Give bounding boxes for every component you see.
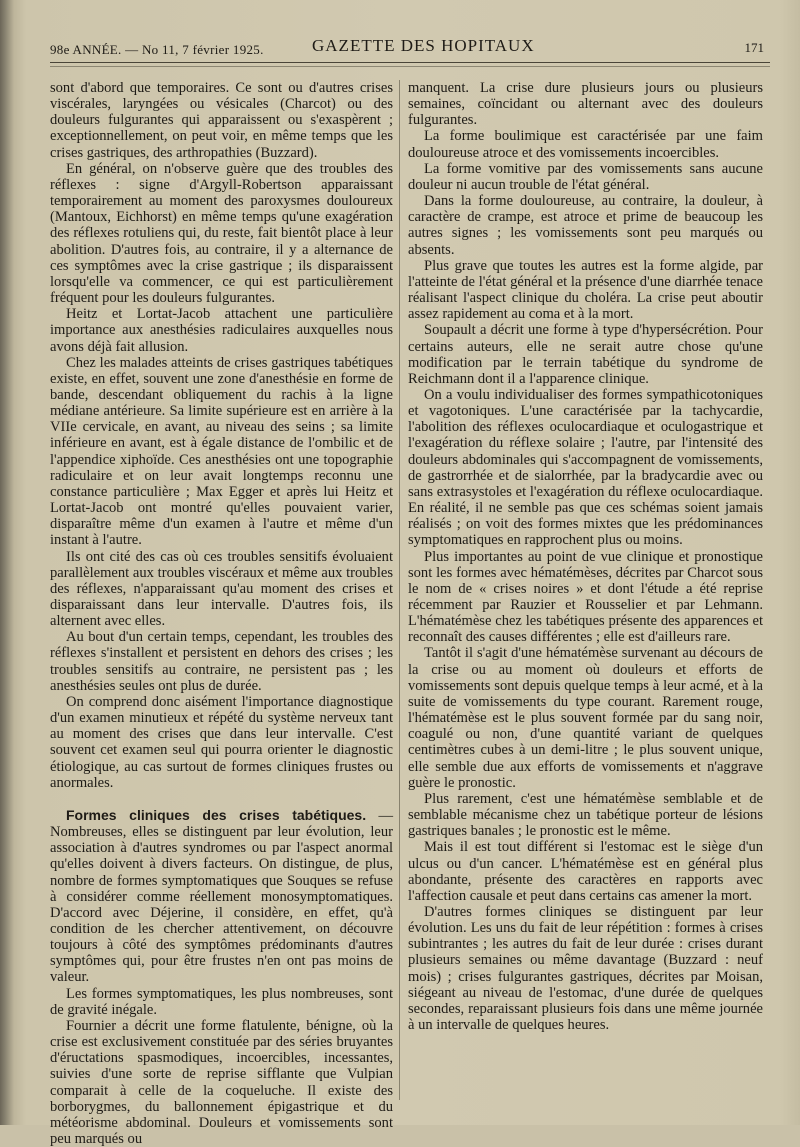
paragraph: Au bout d'un certain temps, cependant, les troubles des réflexes s'installent et persistent en dehors des crises ; les troubles sensitifs au contraire, ne persistent pas ; les anesthésies seules ont plus de durée. xyxy=(50,629,393,694)
paragraph: Dans la forme douloureuse, au contraire, la douleur, à caractère de crampe, est atroce et prime de beaucoup les autres signes ; les vomissements sont peu marqués ou absents. xyxy=(408,193,763,258)
paragraph: Plus importantes au point de vue clinique et pronostique sont les formes avec hématémèses, décrites par Charcot sous le nom de « crises noires » et dont l'étude a été reprise récemment par Rauzier et Rousselier et par Lehmann. L'hématémèse chez les tabétiques présente des apparences et reconnaît des causes différentes ; elle est d'ailleurs rare. xyxy=(408,548,763,646)
right-column xyxy=(408,80,763,1033)
paragraph: sont d'abord que temporaires. Ce sont ou d'autres crises viscérales, laryngées ou vésicales (Charcot) ou des douleurs fulgurantes qui apparaissent ou s'exaspèrent ; exceptionnellement, on peut voir, en même temps que les crises gastriques, des arthropathies (Buzzard). xyxy=(50,80,393,161)
paragraph: La forme boulimique est caractérisée par une faim douloureuse atroce et des vomissements incoercibles. xyxy=(408,128,763,161)
paragraph: D'autres formes cliniques se distinguent par leur évolution. Les uns du fait de leur répétition : formes à crises subintrantes ; les autres du fait de leur durée : crises durant plusieurs semaines ou même davantage (Buzzard : neuf mois) ; crises fulgurantes gastriques, décrites par Moisan, siégeant au niveau de l'estomac, d'une durée de quelques secondes, reparaissant plusieurs fois dans une même journée à un intervalle de quelques heures. xyxy=(408,903,763,1034)
journal-title: GAZETTE DES HOPITAUX xyxy=(312,36,535,55)
paragraph: Chez les malades atteints de crises gastriques tabétiques existe, en effet, souvent une zone d'anesthésie en forme de bande, descendant obliquement du rachis à la ligne médiane antérieure. Sa limite supérieure est en arrière à la VIIe cervicale, en avant, au niveau des seins ; sa limite inférieure en avant, est à égale distance de l'ombilic et de l'appendice xiphoïde. Ces anesthésies ont une topographie radiculaire et on leur avait longtemps reconnu une constance particulière ; Max Egger et après lui Heitz et Lortat-Jacob ont montré qu'elles pouvaient varier, disparaître même d'un examen à l'autre et même d'un instant à l'autre. xyxy=(50,354,393,549)
section-heading: Formes cliniques des crises tabétiques. xyxy=(66,806,367,823)
header-rule xyxy=(50,62,770,63)
paragraph: Plus rarement, c'est une hématémèse semblable et de semblable mécanisme chez un tabétique porteur de lésions gastriques banales ; le pronostic est le même. xyxy=(408,790,763,840)
page-header xyxy=(50,30,764,60)
header-rule-thin xyxy=(50,66,770,67)
section-paragraph xyxy=(50,807,393,986)
paragraph: On comprend donc aisément l'importance diagnostique d'un examen minutieux et répété du système nerveux tant au moment des crises que dans leur intervalle. C'est souvent cet examen seul qui pourra orienter le diagnostic étiologique, au cas surtout de formes cliniques frustes ou anormales. xyxy=(50,693,393,791)
paragraph: Ils ont cité des cas où ces troubles sensitifs évoluaient parallèlement aux troubles viscéraux et même aux troubles des réflexes, n'apparaissant qu'au moment des crises et disparaissant dans leur intervalle. D'autres fois, ils alternent avec elles. xyxy=(50,548,393,630)
paragraph: Mais il est tout différent si l'estomac est le siège d'un ulcus ou d'un cancer. L'hématémèse est en général plus abondante, présente des caractères en rapports avec l'affection causale et peut dans certains cas amener la mort. xyxy=(408,839,763,904)
column-divider xyxy=(399,80,400,1100)
paragraph: La forme vomitive par des vomissements sans aucune douleur ni aucun trouble de l'état général. xyxy=(408,160,763,193)
paragraph: Heitz et Lortat-Jacob attachent une particulière importance aux anesthésies radiculaires auxquelles nous avons déjà fait allusion. xyxy=(50,306,393,355)
issue-line: 98e ANNÉE. — No 11, 7 février 1925. xyxy=(50,42,264,57)
paragraph: Tantôt il s'agit d'une hématémèse survenant au décours de la crise ou au moment où douleurs et efforts de vomissements sont depuis quelque temps à leur acmé, et à la suite de vomissements du type courant. Rarement rouge, l'hématémèse est le plus souvent formée par du sang noir, coagulé ou non, d'une quantité variant de quelques centimètres cubes à un demi-litre ; le plus souvent unique, elle semble due aux efforts de vomissements et n'aggrave guère le pronostic. xyxy=(408,645,763,791)
paragraph: On a voulu individualiser des formes sympathicotoniques et vagotoniques. L'une caractérisée par la tachycardie, l'abolition des réflexes oculocardiaque et oculogastrique et l'exagération du réflexe solaire ; l'autre, par l'intensité des douleurs abdominales qui s'accompagnent de vomissements, de gastrorrhée et de sialorrhée, par la bradycardie avec ou sans extrasystoles et l'exagération du réflexe oculocardiaque. En réalité, il ne semble pas que ces schémas soient jamais réalisés ; on voit des formes mixtes que les prédominances symptomatiques en rapprochent plus ou moins. xyxy=(408,386,763,549)
paragraph: Fournier a décrit une forme flatulente, bénigne, où la crise est exclusivement constituée par des séries bruyantes d'éructations spasmodiques, incoercibles, incessantes, suivies d'une sorte de reprise sifflante que Vulpian comparait à celle de la coqueluche. Il existe des borborygmes, du ballonnement épigastrique et du météorisme abdominal. Douleurs et vomissements sont peu marqués ou xyxy=(50,1017,393,1147)
paragraph: En général, on n'observe guère que des troubles des réflexes : signe d'Argyll-Robertson apparaissant temporairement au moment des paroxysmes douloureux (Mantoux, Eichhorst) en même temps qu'une exagération des réflexes rotuliens qui, du reste, fait bientôt place à leur abolition. D'autres fois, au contraire, il y a alternance de ces symptômes avec la crise gastrique ; ils disparaissent lorsqu'elle va commencer, ce qui est particulièrement fréquent pour les douleurs fulgurantes. xyxy=(50,160,393,307)
paragraph: manquent. La crise dure plusieurs jours ou plusieurs semaines, coïncidant ou alternant avec des douleurs fulgurantes. xyxy=(408,80,763,129)
section-text: — Nombreuses, elles se distinguent par leur évolution, leur association à d'autres syndromes ou par l'aspect anormal qu'elles doivent à divers facteurs. On distingue, de plus, nombre de formes symptomatiques que Souques se refuse à considérer comme réellement monosymptomatiques. D'accord avec Déjerine, il considère, en effet, qu'à condition de les chercher attentivement, on découvre toujours à côté des symptômes prédominants d'autres symptômes qui, pour être frustes n'en ont pas moins de valeur. xyxy=(50,807,394,986)
paragraph: Les formes symptomatiques, les plus nombreuses, sont de gravité inégale. xyxy=(50,985,393,1018)
left-column xyxy=(50,80,393,1147)
paragraph: Plus grave que toutes les autres est la forme algide, par l'atteinte de l'état général et la présence d'une diarrhée tenace réalisant l'aspect clinique du choléra. La crise peut aboutir assez rapidement au coma et à la mort. xyxy=(408,257,763,323)
page-number: 171 xyxy=(744,40,764,55)
paragraph: Soupault a décrit une forme à type d'hypersécrétion. Pour certains auteurs, elle ne serait autre chose qu'une modification par le terrain tabétique du syndrome de Reichmann dont il a l'apparence clinique. xyxy=(408,322,763,387)
